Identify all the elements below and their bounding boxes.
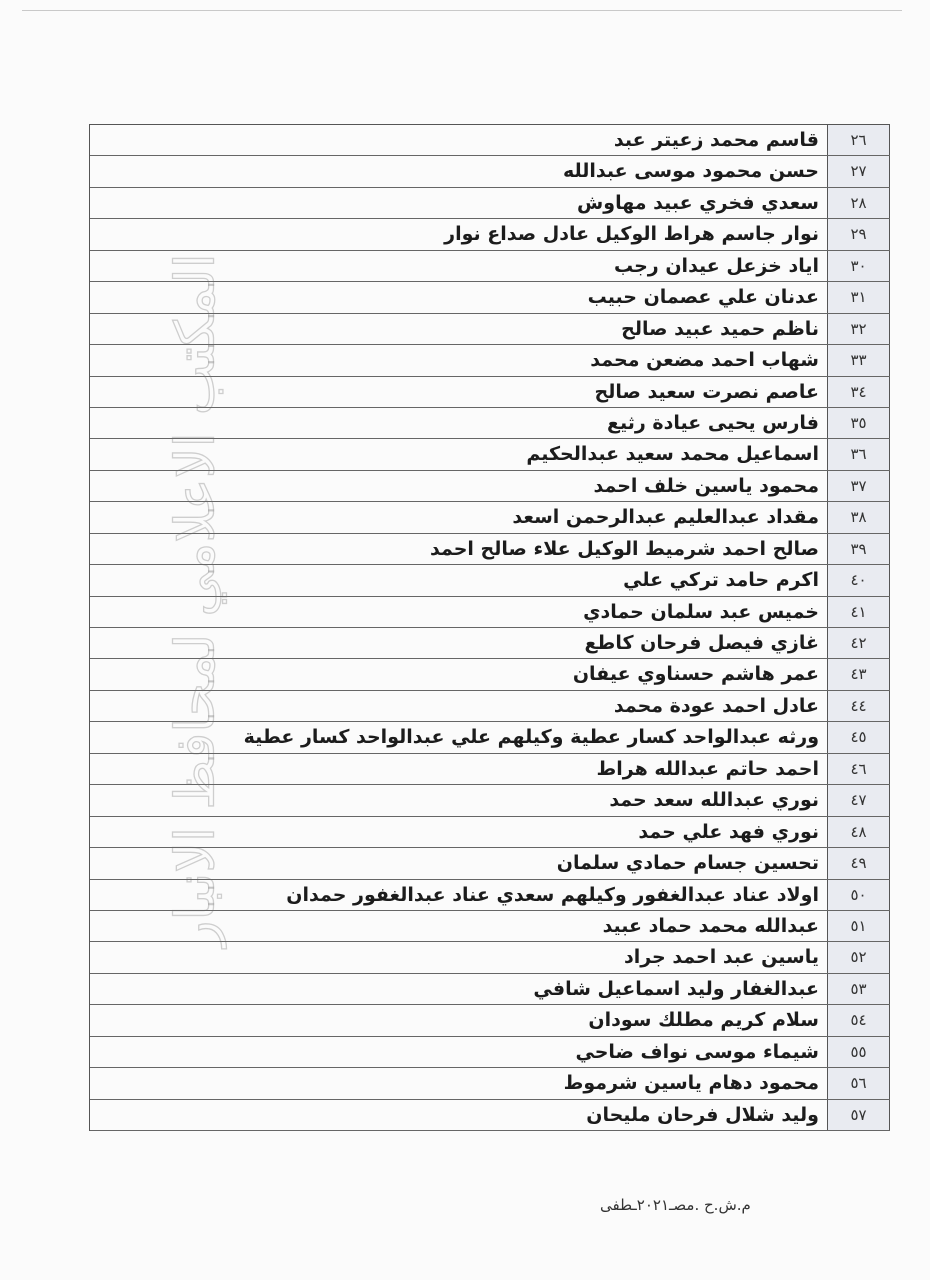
name-cell: محمود ياسين خلف احمد: [90, 471, 828, 501]
name-cell: اكرم حامد تركي علي: [90, 565, 828, 595]
name-cell: نوار جاسم هراط الوكيل عادل صداع نوار: [90, 219, 828, 249]
table-row: [90, 471, 890, 502]
name-cell: ياسين عبد احمد جراد: [90, 942, 828, 972]
number-cell: ٤٣: [828, 659, 890, 689]
number-cell: ٤٦: [828, 754, 890, 784]
table-row: [90, 880, 890, 911]
top-rule: [22, 10, 902, 11]
name-cell: خميس عبد سلمان حمادي: [90, 597, 828, 627]
number-cell: ٢٧: [828, 156, 890, 186]
table-row: [90, 691, 890, 722]
footer-signature: م.ش.ح .مصـ٢٠٢١ـطفى: [600, 1196, 751, 1214]
name-cell: محمود دهام ياسين شرموط: [90, 1068, 828, 1098]
number-cell: ٣٩: [828, 534, 890, 564]
number-cell: ٥٠: [828, 880, 890, 910]
name-cell: فارس يحيى عيادة رثيع: [90, 408, 828, 438]
number-cell: ٤٠: [828, 565, 890, 595]
watermark-text: المكتب الاعلامي لمحافظ الانبار: [163, 253, 227, 947]
name-cell: شيماء موسى نواف ضاحي: [90, 1037, 828, 1067]
table-row: [90, 1068, 890, 1099]
table-row: [90, 1100, 890, 1131]
table-row: [90, 439, 890, 470]
table-row: [90, 534, 890, 565]
table-row: [90, 565, 890, 596]
name-cell: اسماعيل محمد سعيد عبدالحكيم: [90, 439, 828, 469]
table-row: [90, 251, 890, 282]
name-cell: عبدالله محمد حماد عبيد: [90, 911, 828, 941]
number-cell: ٤٤: [828, 691, 890, 721]
number-cell: ٢٦: [828, 125, 890, 155]
name-cell: عمر هاشم حسناوي عيفان: [90, 659, 828, 689]
number-cell: ٣٧: [828, 471, 890, 501]
number-cell: ٥٦: [828, 1068, 890, 1098]
table-row: [90, 282, 890, 313]
name-cell: وليد شلال فرحان مليحان: [90, 1100, 828, 1130]
table-row: [90, 408, 890, 439]
table-row: [90, 188, 890, 219]
name-cell: غازي فيصل فرحان كاطع: [90, 628, 828, 658]
number-cell: ٤٩: [828, 848, 890, 878]
number-cell: ٥٣: [828, 974, 890, 1004]
number-cell: ٤٧: [828, 785, 890, 815]
table-row: [90, 817, 890, 848]
name-cell: عادل احمد عودة محمد: [90, 691, 828, 721]
number-cell: ٣٠: [828, 251, 890, 281]
number-cell: ٣٥: [828, 408, 890, 438]
number-cell: ٣٦: [828, 439, 890, 469]
name-cell: عاصم نصرت سعيد صالح: [90, 377, 828, 407]
table-row: [90, 659, 890, 690]
name-cell: نوري عبدالله سعد حمد: [90, 785, 828, 815]
table-row: [90, 597, 890, 628]
name-cell: صالح احمد شرميط الوكيل علاء صالح احمد: [90, 534, 828, 564]
name-cell: مقداد عبدالعليم عبدالرحمن اسعد: [90, 502, 828, 532]
name-cell: ورثه عبدالواحد كسار عطية وكيلهم علي عبدالواحد كسار عطية: [90, 722, 828, 752]
table-row: [90, 219, 890, 250]
table-row: [90, 911, 890, 942]
table-row: [90, 754, 890, 785]
number-cell: ٣٣: [828, 345, 890, 375]
number-cell: ٤٢: [828, 628, 890, 658]
table-row: [90, 1005, 890, 1036]
name-cell: اولاد عناد عبدالغفور وكيلهم سعدي عناد عبدالغفور حمدان: [90, 880, 828, 910]
number-cell: ٥١: [828, 911, 890, 941]
number-cell: ٥٤: [828, 1005, 890, 1035]
table-row: [90, 125, 890, 156]
table-row: [90, 942, 890, 973]
table-row: [90, 502, 890, 533]
number-cell: ٤٨: [828, 817, 890, 847]
name-cell: احمد حاتم عبدالله هراط: [90, 754, 828, 784]
name-cell: نوري فهد علي حمد: [90, 817, 828, 847]
number-cell: ٣٨: [828, 502, 890, 532]
table-row: [90, 156, 890, 187]
names-table: [89, 124, 890, 1131]
table-row: [90, 1037, 890, 1068]
table-row: [90, 345, 890, 376]
name-cell: اياد خزعل عيدان رجب: [90, 251, 828, 281]
number-cell: ٣٢: [828, 314, 890, 344]
number-cell: ٤٥: [828, 722, 890, 752]
table-row: [90, 848, 890, 879]
table-row: [90, 377, 890, 408]
number-cell: ٥٥: [828, 1037, 890, 1067]
table-row: [90, 314, 890, 345]
name-cell: سلام كريم مطلك سودان: [90, 1005, 828, 1035]
name-cell: شهاب احمد مضعن محمد: [90, 345, 828, 375]
table-row: [90, 974, 890, 1005]
name-cell: ناظم حميد عبيد صالح: [90, 314, 828, 344]
number-cell: ٢٨: [828, 188, 890, 218]
name-cell: سعدي فخري عبيد مهاوش: [90, 188, 828, 218]
number-cell: ٤١: [828, 597, 890, 627]
name-cell: قاسم محمد زعيتر عبد: [90, 125, 828, 155]
table-row: [90, 785, 890, 816]
name-cell: تحسين جسام حمادي سلمان: [90, 848, 828, 878]
number-cell: ٢٩: [828, 219, 890, 249]
number-cell: ٥٧: [828, 1100, 890, 1130]
name-cell: عدنان علي عصمان حبيب: [90, 282, 828, 312]
number-cell: ٣١: [828, 282, 890, 312]
table-row: [90, 722, 890, 753]
name-cell: حسن محمود موسى عبدالله: [90, 156, 828, 186]
number-cell: ٥٢: [828, 942, 890, 972]
number-cell: ٣٤: [828, 377, 890, 407]
name-cell: عبدالغفار وليد اسماعيل شافي: [90, 974, 828, 1004]
table-row: [90, 628, 890, 659]
